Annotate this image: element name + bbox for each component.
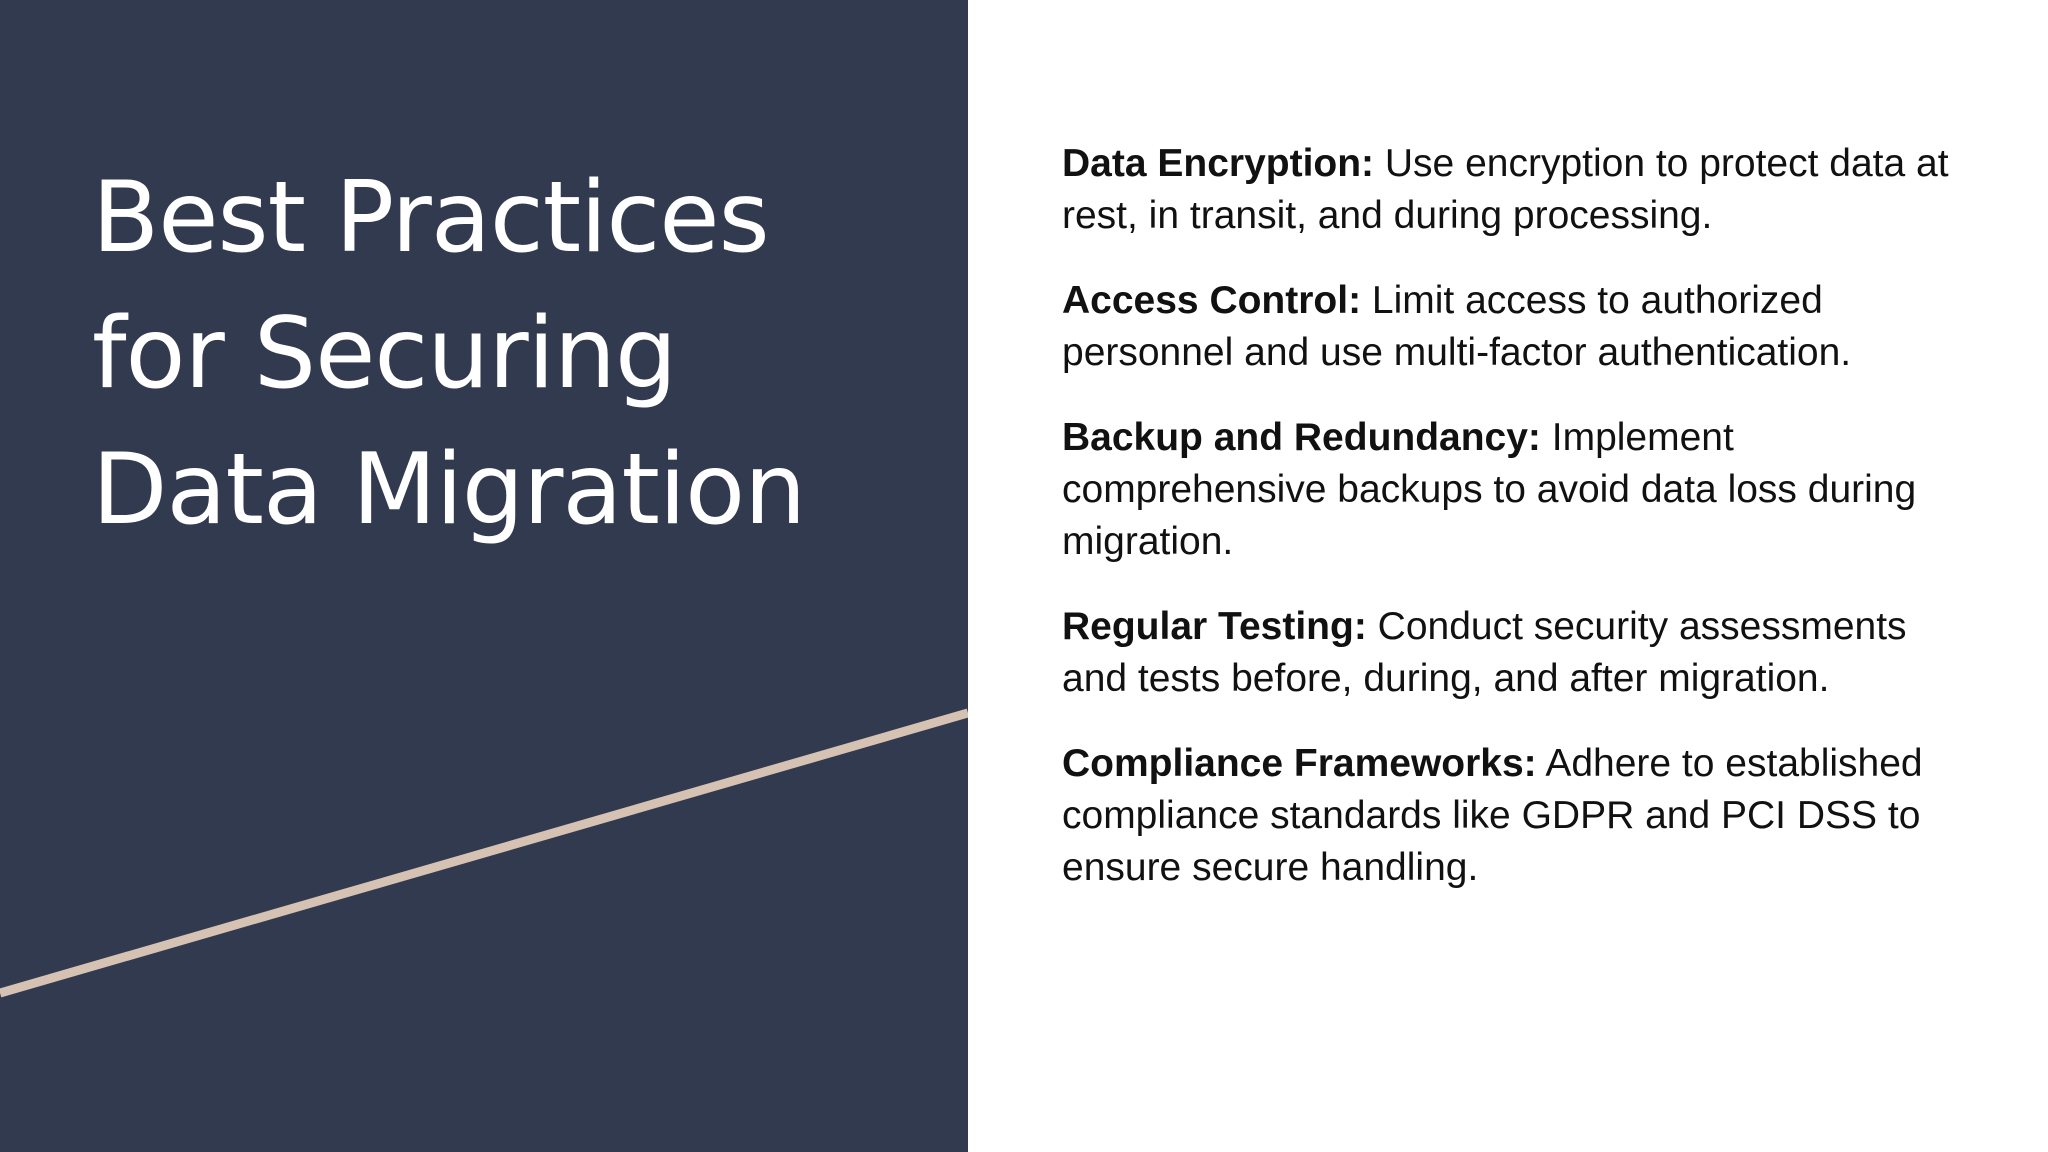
practice-text: Limit access to authorized personnel and use multi-factor authentication. (1062, 279, 1852, 374)
title-line-1: Best Practices (92, 161, 769, 275)
practice-item-compliance-frameworks (1062, 738, 1982, 894)
practice-item-backup-redundancy (1062, 412, 1982, 568)
practice-item-access-control (1062, 275, 1982, 379)
practice-text: Use encryption to protect data at rest, in transit, and during processing. (1062, 142, 1949, 237)
title-line-2: for Securing (92, 297, 677, 411)
practice-text: Implement comprehensive backups to avoid data loss during migration. (1062, 416, 1917, 563)
accent-stroke (0, 713, 968, 993)
practice-label: Compliance Frameworks: (1062, 742, 1537, 785)
practice-text: Conduct security assessments and tests before, during, and after migration. (1062, 605, 1907, 700)
practice-label: Backup and Redundancy: (1062, 416, 1541, 459)
title-line-3: Data Migration (92, 433, 806, 547)
title-panel (0, 0, 968, 1152)
practice-list (1062, 138, 1982, 927)
practice-item-data-encryption (1062, 138, 1982, 242)
practice-label: Data Encryption: (1062, 142, 1375, 185)
diagonal-accent-line (0, 0, 968, 1152)
practice-label: Regular Testing: (1062, 605, 1367, 648)
practice-item-regular-testing (1062, 601, 1982, 705)
practice-text: Adhere to established compliance standards like GDPR and PCI DSS to ensure secure handling. (1062, 742, 1923, 889)
practice-label: Access Control: (1062, 279, 1362, 322)
